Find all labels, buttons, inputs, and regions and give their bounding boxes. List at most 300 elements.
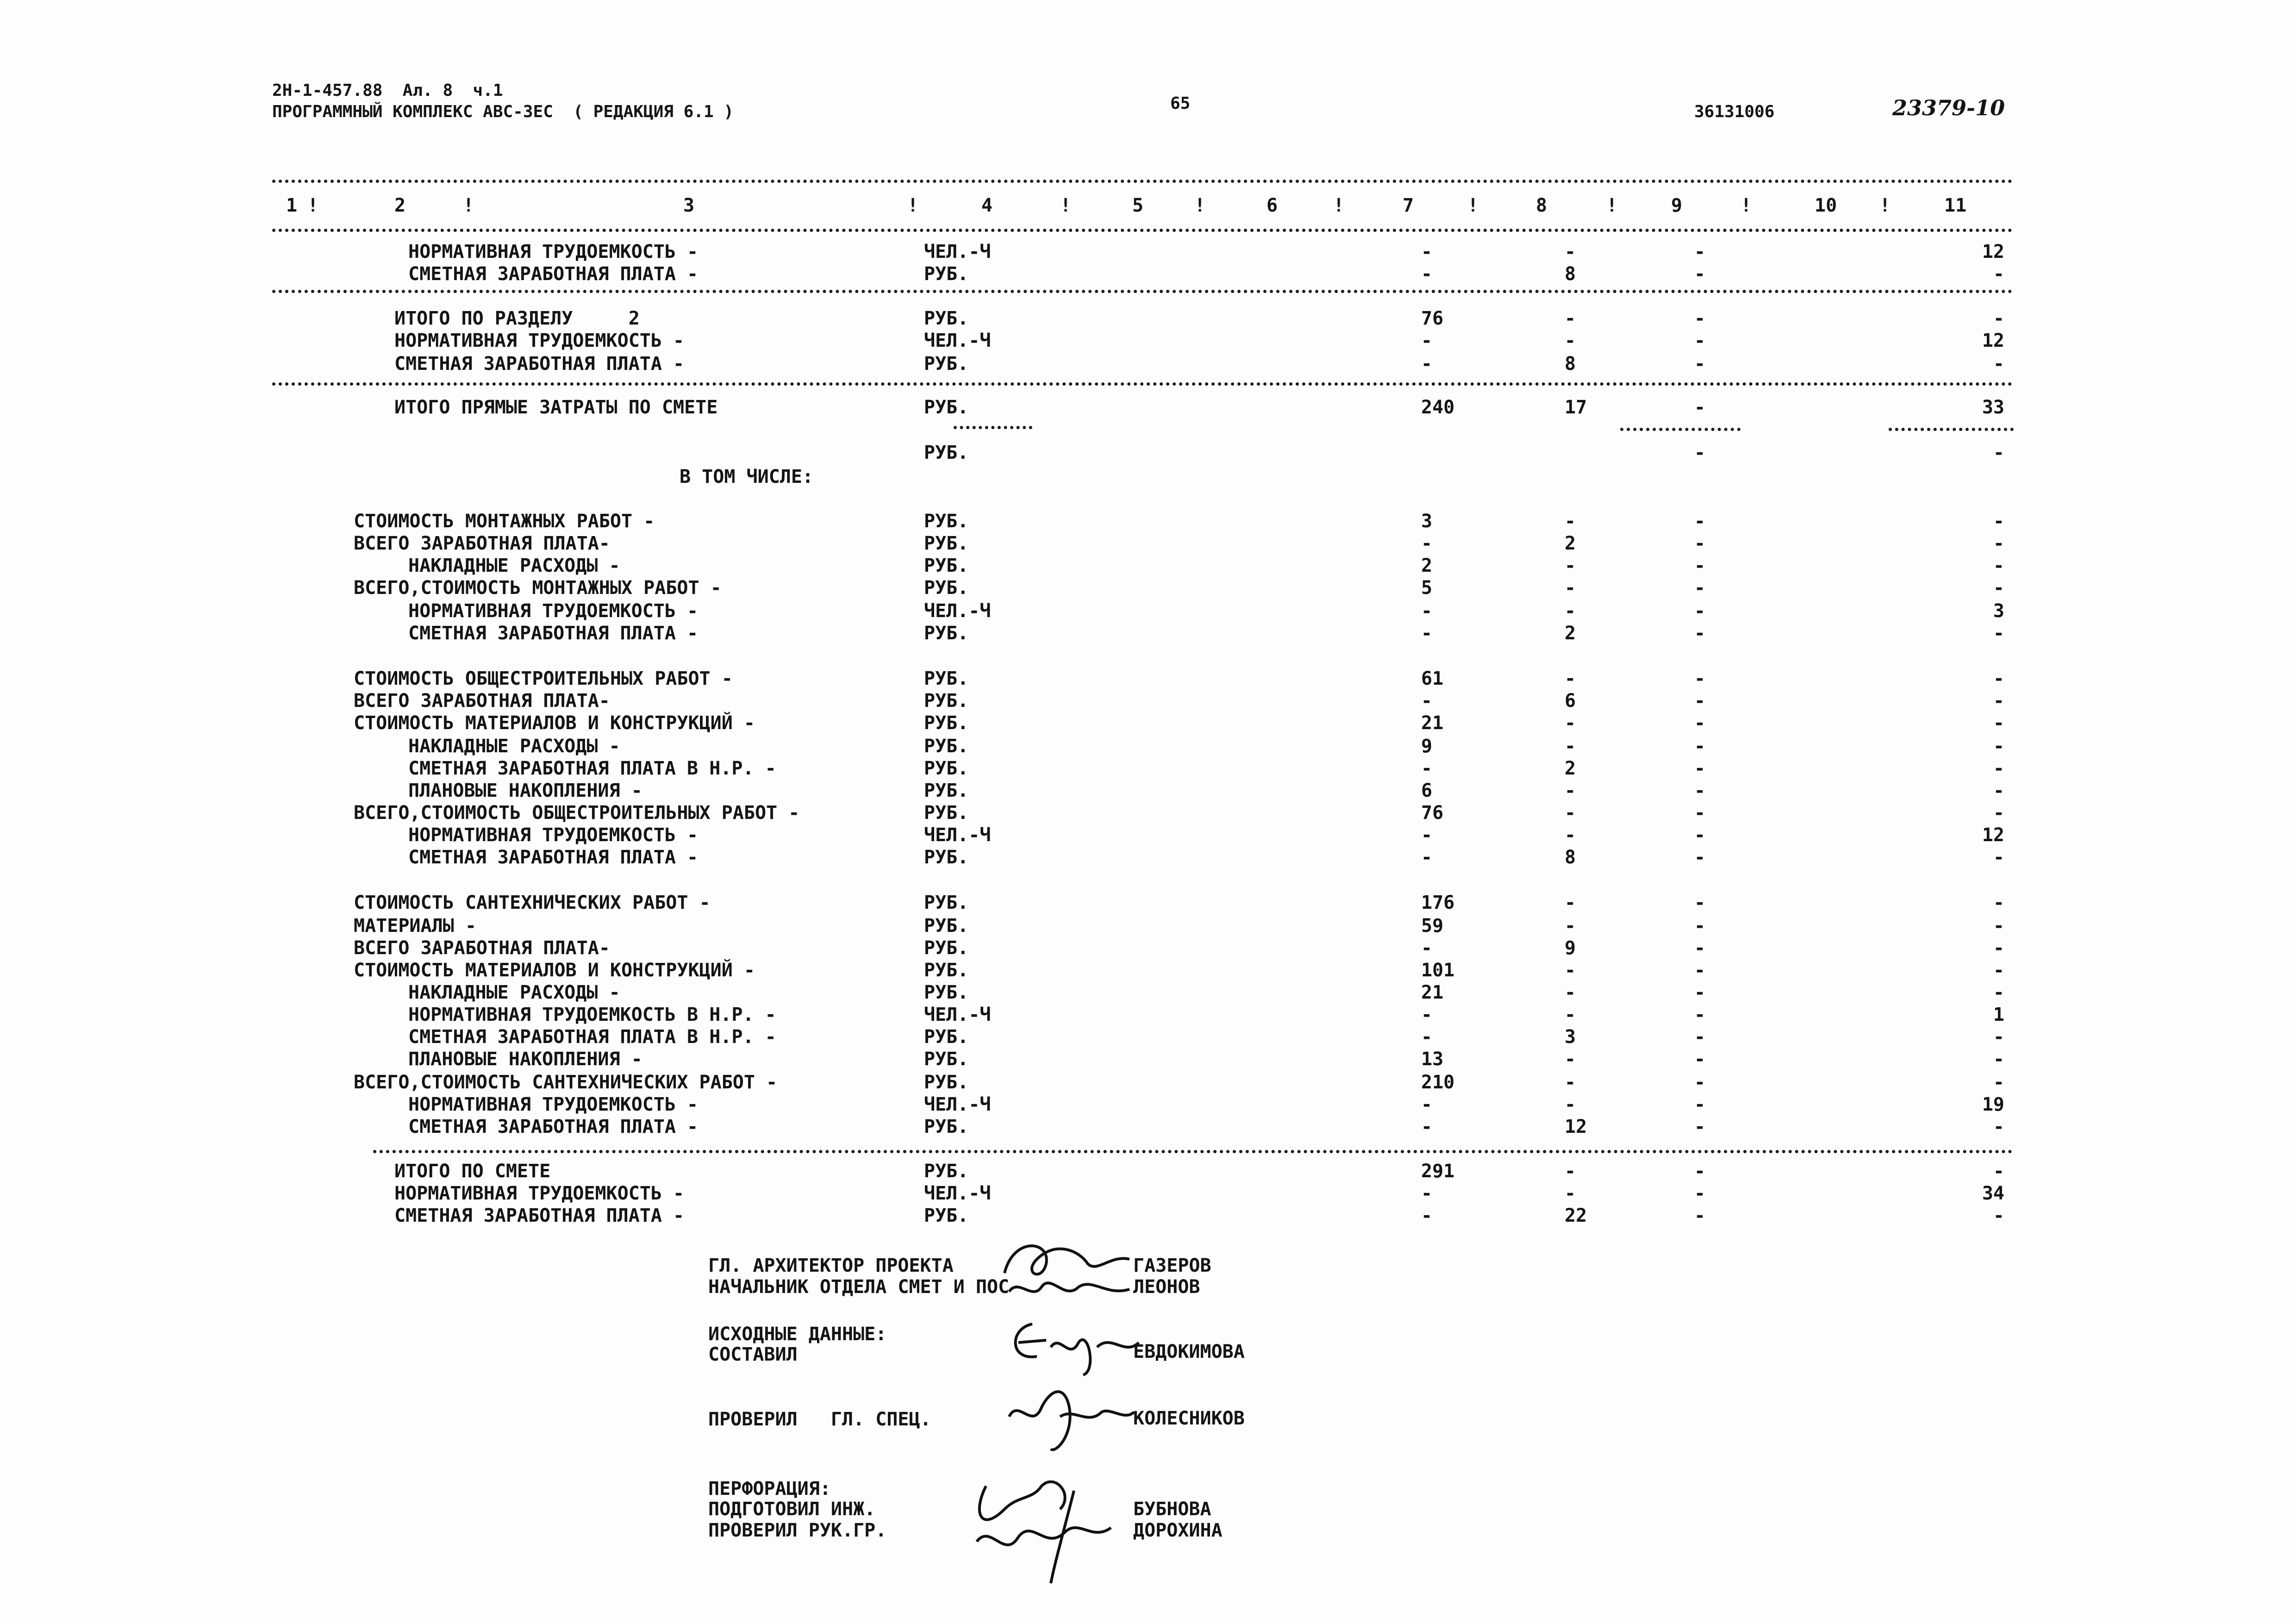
row-unit: РУБ. (924, 1026, 969, 1048)
col11-value: - (1993, 690, 2004, 712)
page-number: 65 (1170, 94, 1191, 113)
col11-value: - (1993, 623, 2004, 644)
column-number: 5 (1132, 195, 1144, 216)
col11-value: - (1993, 353, 2004, 375)
signature-leonov (1004, 1268, 1134, 1310)
row-unit: РУБ. (924, 802, 969, 824)
row-unit: РУБ. (924, 712, 969, 734)
column-number: 8 (1536, 195, 1547, 216)
col7-value: 21 (1421, 982, 1444, 1003)
row-label: В ТОМ ЧИСЛЕ: (680, 466, 813, 487)
row-label: СМЕТНАЯ ЗАРАБОТНАЯ ПЛАТА В Н.Р. - (408, 758, 776, 779)
col11-value: - (1993, 511, 2004, 532)
col11-value: - (1993, 960, 2004, 981)
table-row (0, 1184, 2296, 1206)
table-row (0, 1095, 2296, 1118)
col11-value: - (1993, 442, 2004, 463)
col9-value: - (1694, 1072, 1706, 1093)
table-row (0, 355, 2296, 377)
col7-value: - (1421, 330, 1433, 351)
col9-value: - (1694, 937, 1706, 959)
table-row (0, 602, 2296, 624)
col9-value: - (1694, 442, 1706, 463)
col7-value: 210 (1421, 1072, 1455, 1093)
row-unit: ЧЕЛ.-Ч (924, 1183, 991, 1204)
col11-value: - (1993, 780, 2004, 801)
col7-value: 76 (1421, 802, 1444, 824)
col8-value: - (1565, 780, 1576, 801)
col7-value: 59 (1421, 915, 1444, 937)
table-row (0, 917, 2296, 939)
col7-value: - (1421, 824, 1433, 846)
col11-value: 34 (1982, 1183, 2004, 1204)
column-divider: ! (1606, 195, 1618, 216)
row-label: СТОИМОСТЬ МАТЕРИАЛОВ И КОНСТРУКЦИЙ - (354, 712, 755, 734)
group-check-label: ПРОВЕРИЛ РУК.ГР. (708, 1520, 887, 1541)
col8-value: 2 (1565, 623, 1576, 644)
col9-value: - (1694, 353, 1706, 375)
col8-value: 3 (1565, 1026, 1576, 1048)
table-row (0, 1118, 2296, 1140)
col9-value: - (1694, 982, 1706, 1003)
col8-value: - (1565, 600, 1576, 622)
col8-value: - (1565, 1049, 1576, 1070)
col9-value: - (1694, 758, 1706, 779)
col11-value: - (1993, 263, 2004, 285)
col9-value: - (1694, 847, 1706, 868)
col9-value: - (1694, 960, 1706, 981)
col8-value: - (1565, 982, 1576, 1003)
col8-value: - (1565, 308, 1576, 329)
dept-head-title: НАЧАЛЬНИК ОТДЕЛА СМЕТ И ПОС (708, 1276, 1010, 1298)
table-row (0, 1206, 2296, 1229)
table-row (0, 781, 2296, 804)
row-unit: РУБ. (924, 736, 969, 757)
row-label: ИТОГО ПО РАЗДЕЛУ 2 (394, 308, 640, 329)
row-label: СМЕТНАЯ ЗАРАБОТНАЯ ПЛАТА В Н.Р. - (408, 1026, 776, 1048)
col7-value: 5 (1421, 577, 1433, 599)
table-row (0, 579, 2296, 601)
column-divider: ! (1194, 195, 1206, 216)
col9-value: - (1694, 892, 1706, 913)
col8-value: - (1565, 736, 1576, 757)
column-number: 10 (1815, 195, 1837, 216)
checked-label: ПРОВЕРИЛ ГЛ. СПЕЦ. (708, 1409, 931, 1430)
row-label: ВСЕГО,СТОИМОСТЬ МОНТАЖНЫХ РАБОТ - (354, 577, 722, 599)
col9-value: - (1694, 308, 1706, 329)
col11-value: - (1993, 555, 2004, 576)
table-row (0, 534, 2296, 556)
col11-value: 33 (1982, 397, 2004, 418)
col11-value: 12 (1982, 330, 2004, 351)
row-unit: РУБ. (924, 1072, 969, 1093)
col11-value: - (1993, 758, 2004, 779)
col7-value: 21 (1421, 712, 1444, 734)
row-label: НОРМАТИВНАЯ ТРУДОЕМКОСТЬ - (408, 824, 699, 846)
column-number: 7 (1403, 195, 1414, 216)
row-unit: РУБ. (924, 353, 969, 375)
row-label: ИТОГО ПРЯМЫЕ ЗАТРАТЫ ПО СМЕТЕ (394, 397, 718, 418)
col11-value: - (1993, 892, 2004, 913)
col11-value: 12 (1982, 824, 2004, 846)
signature-evdokimova (1004, 1315, 1143, 1384)
row-unit: РУБ. (924, 1116, 969, 1137)
col8-value: - (1565, 1072, 1576, 1093)
row-unit: РУБ. (924, 511, 969, 532)
table-row (0, 983, 2296, 1006)
chief-architect-name: ГАЗЕРОВ (1133, 1255, 1211, 1276)
col7-value: 176 (1421, 892, 1455, 913)
section-rule-3 (373, 1150, 2013, 1153)
perforation-label: ПЕРФОРАЦИЯ: (708, 1478, 831, 1499)
column-number: 3 (683, 195, 695, 216)
unit-underline (954, 426, 1032, 429)
col8-value: - (1565, 712, 1576, 734)
col7-value: - (1421, 758, 1433, 779)
table-row (0, 265, 2296, 287)
column-divider: ! (907, 195, 919, 216)
col9-value: - (1694, 397, 1706, 418)
col7-value: - (1421, 1094, 1433, 1115)
row-unit: РУБ. (924, 397, 969, 418)
row-label: ВСЕГО ЗАРАБОТНАЯ ПЛАТА- (354, 937, 610, 959)
row-unit: РУБ. (924, 308, 969, 329)
col8-value: 12 (1565, 1116, 1587, 1137)
col11-underline (1889, 428, 2014, 431)
col9-value: - (1694, 690, 1706, 712)
column-divider: ! (1060, 195, 1072, 216)
column-number: 6 (1267, 195, 1278, 216)
table-row (0, 893, 2296, 916)
col8-value: 2 (1565, 758, 1576, 779)
checked-name: КОЛЕСНИКОВ (1133, 1408, 1245, 1429)
table-row (0, 961, 2296, 983)
column-number-rule (272, 229, 2013, 232)
col8-value: 17 (1565, 397, 1587, 418)
table-row (0, 309, 2296, 331)
row-unit: ЧЕЛ.-Ч (924, 1004, 991, 1025)
row-unit: РУБ. (924, 533, 969, 554)
col8-value: - (1565, 915, 1576, 937)
col11-value: 19 (1982, 1094, 2004, 1115)
row-label: НОРМАТИВНАЯ ТРУДОЕМКОСТЬ В Н.Р. - (408, 1004, 776, 1025)
row-unit: РУБ. (924, 847, 969, 868)
col7-value: - (1421, 1004, 1433, 1025)
row-label: НАКЛАДНЫЕ РАСХОДЫ - (408, 555, 620, 576)
col7-value: 2 (1421, 555, 1433, 576)
col11-value: 1 (1993, 1004, 2004, 1025)
col7-value: 9 (1421, 736, 1433, 757)
source-data-label: ИСХОДНЫЕ ДАННЫЕ: (708, 1324, 887, 1345)
stamp-number: 23379-10 (1892, 95, 2005, 120)
col7-value: 101 (1421, 960, 1455, 981)
col8-value: - (1565, 511, 1576, 532)
col9-value: - (1694, 668, 1706, 689)
table-row (0, 556, 2296, 579)
table-row (0, 443, 2296, 466)
col9-value: - (1694, 1004, 1706, 1025)
table-top-rule (272, 180, 2013, 183)
col7-value: 13 (1421, 1049, 1444, 1070)
row-unit: РУБ. (924, 982, 969, 1003)
row-label: ИТОГО ПО СМЕТЕ (394, 1161, 551, 1182)
col7-value: 76 (1421, 308, 1444, 329)
col8-value: - (1565, 1004, 1576, 1025)
col8-value: - (1565, 802, 1576, 824)
col9-value: - (1694, 1116, 1706, 1137)
col8-value: 2 (1565, 533, 1576, 554)
column-divider: ! (307, 195, 319, 216)
row-label: НОРМАТИВНАЯ ТРУДОЕМКОСТЬ - (408, 600, 699, 622)
col11-value: - (1993, 712, 2004, 734)
row-label: НАКЛАДНЫЕ РАСХОДЫ - (408, 736, 620, 757)
col7-value: - (1421, 623, 1433, 644)
col8-value: - (1565, 668, 1576, 689)
row-label: СМЕТНАЯ ЗАРАБОТНАЯ ПЛАТА - (408, 1116, 699, 1137)
row-label: ВСЕГО,СТОИМОСТЬ САНТЕХНИЧЕСКИХ РАБОТ - (354, 1072, 778, 1093)
col7-value: - (1421, 1183, 1433, 1204)
row-unit: ЧЕЛ.-Ч (924, 241, 991, 262)
col7-value: - (1421, 600, 1433, 622)
prep-label: ПОДГОТОВИЛ ИНЖ. (708, 1499, 876, 1520)
col8-value: - (1565, 1161, 1576, 1182)
col7-value: 240 (1421, 397, 1455, 418)
col9-value: - (1694, 263, 1706, 285)
row-label: СМЕТНАЯ ЗАРАБОТНАЯ ПЛАТА - (408, 623, 699, 644)
table-row (0, 669, 2296, 692)
column-number: 2 (394, 195, 406, 216)
col8-value: 22 (1565, 1205, 1587, 1226)
table-row (0, 512, 2296, 534)
col11-value: - (1993, 668, 2004, 689)
col11-value: - (1993, 1049, 2004, 1070)
row-unit: РУБ. (924, 892, 969, 913)
col9-value: - (1694, 1205, 1706, 1226)
row-unit: РУБ. (924, 442, 969, 463)
column-number: 4 (981, 195, 993, 216)
row-label: СМЕТНАЯ ЗАРАБОТНАЯ ПЛАТА - (394, 353, 685, 375)
col9-value: - (1694, 1026, 1706, 1048)
col11-value: - (1993, 937, 2004, 959)
col9-value: - (1694, 736, 1706, 757)
col8-value: - (1565, 241, 1576, 262)
row-label: СМЕТНАЯ ЗАРАБОТНАЯ ПЛАТА - (408, 263, 699, 285)
row-label: СТОИМОСТЬ МАТЕРИАЛОВ И КОНСТРУКЦИЙ - (354, 960, 755, 981)
table-row (0, 804, 2296, 826)
table-row (0, 1162, 2296, 1184)
col9-value: - (1694, 1183, 1706, 1204)
col11-value: - (1993, 1205, 2004, 1226)
col7-value: - (1421, 263, 1433, 285)
row-label: СТОИМОСТЬ МОНТАЖНЫХ РАБОТ - (354, 511, 655, 532)
col11-value: - (1993, 982, 2004, 1003)
signature-bubnova-dorokhina (963, 1468, 1116, 1593)
col11-value: - (1993, 533, 2004, 554)
software-name-line: ПРОГРАММНЫЙ КОМПЛЕКС АВС-ЗЕС ( РЕДАКЦИЯ 6.1 ) (272, 102, 734, 121)
col8-value: 8 (1565, 847, 1576, 868)
table-row (0, 692, 2296, 714)
col7-value: 61 (1421, 668, 1444, 689)
row-unit: РУБ. (924, 960, 969, 981)
group-check-name: ДОРОХИНА (1133, 1520, 1223, 1541)
row-label: НАКЛАДНЫЕ РАСХОДЫ - (408, 982, 620, 1003)
col8-value: - (1565, 330, 1576, 351)
col9-value: - (1694, 915, 1706, 937)
row-unit: ЧЕЛ.-Ч (924, 1094, 991, 1115)
col11-value: - (1993, 1072, 2004, 1093)
row-label: НОРМАТИВНАЯ ТРУДОЕМКОСТЬ - (394, 1183, 685, 1204)
col9-value: - (1694, 802, 1706, 824)
row-label: ВСЕГО,СТОИМОСТЬ ОБЩЕСТРОИТЕЛЬНЫХ РАБОТ - (354, 802, 800, 824)
col8-value: 8 (1565, 263, 1576, 285)
table-row (0, 939, 2296, 961)
col11-value: - (1993, 736, 2004, 757)
row-label: НОРМАТИВНАЯ ТРУДОЕМКОСТЬ - (408, 1094, 699, 1115)
row-unit: РУБ. (924, 780, 969, 801)
col9-value: - (1694, 824, 1706, 846)
dept-head-name: ЛЕОНОВ (1133, 1276, 1200, 1298)
col8-value: - (1565, 1094, 1576, 1115)
table-row (0, 714, 2296, 736)
table-row (0, 848, 2296, 870)
column-divider: ! (1879, 195, 1891, 216)
col8-value: - (1565, 960, 1576, 981)
table-row (0, 1073, 2296, 1095)
col7-value: 291 (1421, 1161, 1455, 1182)
row-unit: РУБ. (924, 668, 969, 689)
row-unit: ЧЕЛ.-Ч (924, 600, 991, 622)
col9-value: - (1694, 1094, 1706, 1115)
table-row (0, 331, 2296, 354)
row-unit: РУБ. (924, 758, 969, 779)
col9-value: - (1694, 241, 1706, 262)
row-unit: РУБ. (924, 555, 969, 576)
table-row (0, 1028, 2296, 1050)
section-rule-1 (272, 290, 2013, 293)
row-label: СМЕТНАЯ ЗАРАБОТНАЯ ПЛАТА - (408, 847, 699, 868)
col11-value: - (1993, 915, 2004, 937)
col9-value: - (1694, 623, 1706, 644)
table-row (0, 1006, 2296, 1028)
column-divider: ! (1741, 195, 1752, 216)
section-rule-2 (272, 382, 2013, 386)
compiled-label: СОСТАВИЛ (708, 1344, 798, 1365)
row-label: СМЕТНАЯ ЗАРАБОТНАЯ ПЛАТА - (394, 1205, 685, 1226)
row-unit: РУБ. (924, 577, 969, 599)
row-unit: РУБ. (924, 623, 969, 644)
row-label: ПЛАНОВЫЕ НАКОПЛЕНИЯ - (408, 780, 643, 801)
col7-value: - (1421, 353, 1433, 375)
col8-value: - (1565, 1183, 1576, 1204)
col7-value: 6 (1421, 780, 1433, 801)
row-unit: РУБ. (924, 915, 969, 937)
col11-value: - (1993, 308, 2004, 329)
chief-architect-title: ГЛ. АРХИТЕКТОР ПРОЕКТА (708, 1255, 954, 1276)
doc-code: 36131006 (1694, 102, 1775, 121)
table-row (0, 624, 2296, 646)
col8-value: - (1565, 824, 1576, 846)
row-label: ПЛАНОВЫЕ НАКОПЛЕНИЯ - (408, 1049, 643, 1070)
row-label: МАТЕРИАЛЫ - (354, 915, 476, 937)
table-row (0, 759, 2296, 781)
row-unit: ЧЕЛ.-Ч (924, 330, 991, 351)
col11-value: - (1993, 802, 2004, 824)
row-label: СТОИМОСТЬ ОБЩЕСТРОИТЕЛЬНЫХ РАБОТ - (354, 668, 733, 689)
prep-name: БУБНОВА (1133, 1499, 1211, 1520)
col9-underline (1620, 428, 1741, 431)
column-number: 9 (1671, 195, 1683, 216)
row-label: СТОИМОСТЬ САНТЕХНИЧЕСКИХ РАБОТ - (354, 892, 711, 913)
col7-value: 3 (1421, 511, 1433, 532)
col8-value: - (1565, 555, 1576, 576)
row-unit: ЧЕЛ.-Ч (924, 824, 991, 846)
col7-value: - (1421, 690, 1433, 712)
row-label: ВСЕГО ЗАРАБОТНАЯ ПЛАТА- (354, 690, 610, 712)
col9-value: - (1694, 330, 1706, 351)
col7-value: - (1421, 1026, 1433, 1048)
document-code-line: 2Н-1-457.88 Ал. 8 ч.1 (272, 81, 503, 100)
col7-value: - (1421, 241, 1433, 262)
col8-value: 8 (1565, 353, 1576, 375)
col11-value: - (1993, 577, 2004, 599)
table-row (0, 398, 2296, 420)
table-row (0, 826, 2296, 848)
row-label: НОРМАТИВНАЯ ТРУДОЕМКОСТЬ - (394, 330, 685, 351)
col7-value: - (1421, 1116, 1433, 1137)
col8-value: 9 (1565, 937, 1576, 959)
col9-value: - (1694, 577, 1706, 599)
table-row (0, 243, 2296, 265)
col11-value: - (1993, 847, 2004, 868)
row-unit: РУБ. (924, 1049, 969, 1070)
column-number: 11 (1944, 195, 1967, 216)
col9-value: - (1694, 555, 1706, 576)
col11-value: - (1993, 1116, 2004, 1137)
row-label: ВСЕГО ЗАРАБОТНАЯ ПЛАТА- (354, 533, 610, 554)
column-divider: ! (1467, 195, 1479, 216)
col7-value: - (1421, 847, 1433, 868)
col11-value: 3 (1993, 600, 2004, 622)
col8-value: - (1565, 892, 1576, 913)
column-divider: ! (463, 195, 474, 216)
col9-value: - (1694, 1161, 1706, 1182)
row-unit: РУБ. (924, 937, 969, 959)
table-row (0, 468, 2296, 490)
col7-value: - (1421, 1205, 1433, 1226)
column-divider: ! (1333, 195, 1345, 216)
col8-value: 6 (1565, 690, 1576, 712)
signature-kolesnikov (1000, 1380, 1139, 1463)
column-number: 1 (286, 195, 298, 216)
table-row (0, 1050, 2296, 1072)
row-unit: РУБ. (924, 1205, 969, 1226)
col7-value: - (1421, 937, 1433, 959)
table-row (0, 737, 2296, 759)
col11-value: - (1993, 1161, 2004, 1182)
col9-value: - (1694, 511, 1706, 532)
compiled-name: ЕВДОКИМОВА (1133, 1341, 1245, 1362)
col9-value: - (1694, 780, 1706, 801)
row-label: НОРМАТИВНАЯ ТРУДОЕМКОСТЬ - (408, 241, 699, 262)
col11-value: 12 (1982, 241, 2004, 262)
col8-value: - (1565, 577, 1576, 599)
col9-value: - (1694, 1049, 1706, 1070)
row-unit: РУБ. (924, 690, 969, 712)
col11-value: - (1993, 1026, 2004, 1048)
row-unit: РУБ. (924, 263, 969, 285)
col7-value: - (1421, 533, 1433, 554)
row-unit: РУБ. (924, 1161, 969, 1182)
